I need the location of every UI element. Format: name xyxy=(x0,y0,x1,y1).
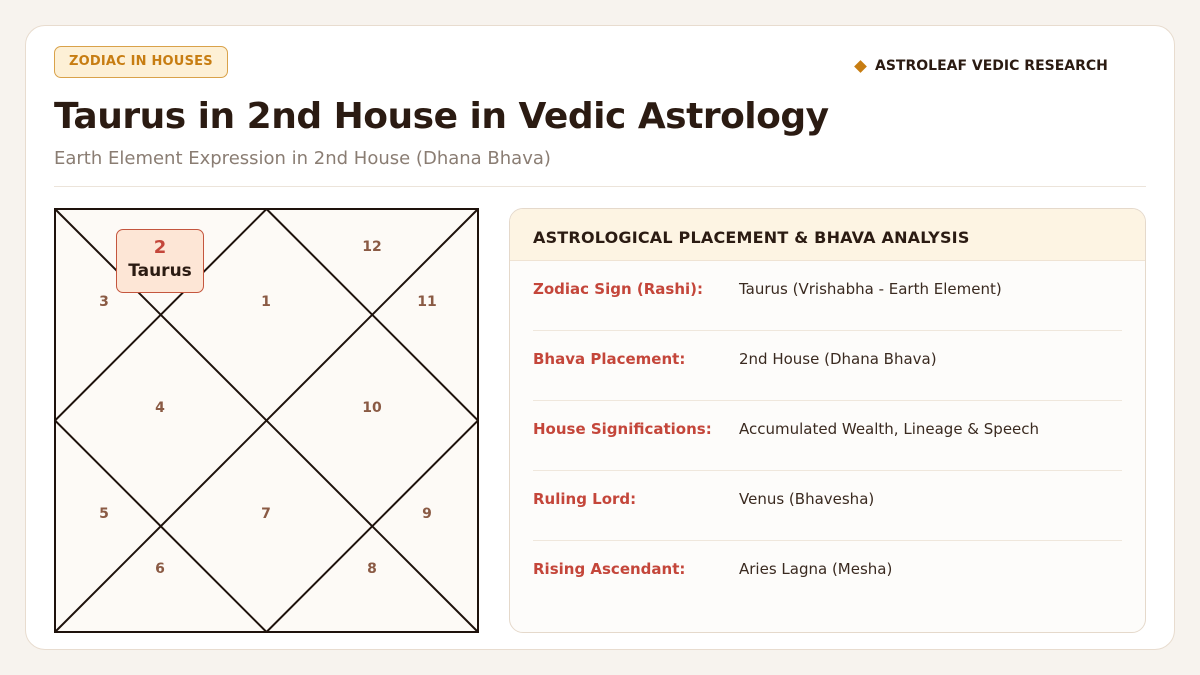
brand-name: ASTROLEAF VEDIC RESEARCH xyxy=(875,58,1108,74)
house-5-number: 5 xyxy=(99,506,109,522)
row-label-bhava-placement: Bhava Placement: xyxy=(533,350,686,368)
highlight-house-number: 2 xyxy=(153,237,167,258)
analysis-row xyxy=(533,541,1122,611)
brand xyxy=(854,56,1108,76)
house-3-number: 3 xyxy=(99,294,109,310)
row-value-ruling-lord: Venus (Bhavesha) xyxy=(739,490,875,508)
analysis-panel xyxy=(509,208,1146,633)
analysis-row xyxy=(533,471,1122,541)
house-6-number: 6 xyxy=(155,561,165,577)
house-7-number: 7 xyxy=(261,506,271,522)
analysis-rows xyxy=(510,261,1145,611)
row-value-bhava-placement: 2nd House (Dhana Bhava) xyxy=(739,350,937,368)
header-divider xyxy=(54,186,1146,187)
analysis-row xyxy=(533,261,1122,331)
highlighted-house-2 xyxy=(116,229,204,293)
row-value-rising-ascendant: Aries Lagna (Mesha) xyxy=(739,560,893,578)
row-value-zodiac-sign: Taurus (Vrishabha - Earth Element) xyxy=(739,280,1002,298)
row-label-ruling-lord: Ruling Lord: xyxy=(533,490,637,508)
page-subtitle: Earth Element Expression in 2nd House (Dhana Bhava) xyxy=(54,148,551,169)
row-label-rising-ascendant: Rising Ascendant: xyxy=(533,560,686,578)
analysis-row xyxy=(533,331,1122,401)
diamond-icon xyxy=(854,60,867,73)
category-badge: ZODIAC IN HOUSES xyxy=(54,46,228,78)
page-title: Taurus in 2nd House in Vedic Astrology xyxy=(54,96,829,137)
house-11-number: 11 xyxy=(417,294,437,310)
panel-heading: ASTROLOGICAL PLACEMENT & BHAVA ANALYSIS xyxy=(510,209,1145,261)
house-1-number: 1 xyxy=(261,294,271,310)
row-label-zodiac-sign: Zodiac Sign (Rashi): xyxy=(533,280,704,298)
house-4-number: 4 xyxy=(155,400,165,416)
analysis-row xyxy=(533,401,1122,471)
highlight-sign-name: Taurus xyxy=(128,261,192,281)
row-value-house-significations: Accumulated Wealth, Lineage & Speech xyxy=(739,420,1040,438)
row-label-house-significations: House Significations: xyxy=(533,420,712,438)
house-10-number: 10 xyxy=(362,400,382,416)
house-12-number: 12 xyxy=(362,239,382,255)
house-9-number: 9 xyxy=(422,506,432,522)
north-indian-chart xyxy=(54,208,479,633)
house-8-number: 8 xyxy=(367,561,377,577)
